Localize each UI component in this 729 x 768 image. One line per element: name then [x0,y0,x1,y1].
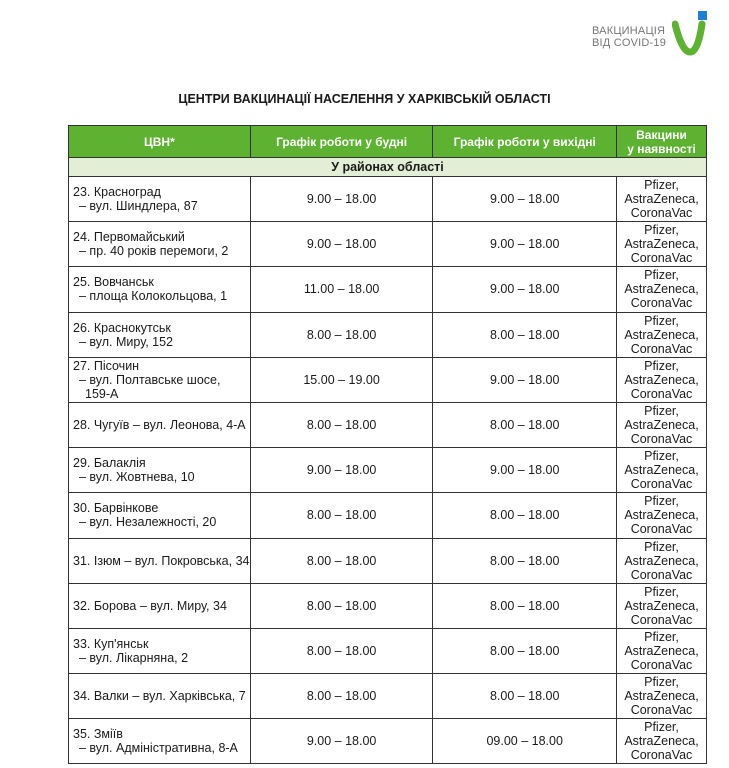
header-weekend: Графік роботи у вихідні [433,126,617,158]
table-row [69,719,707,764]
weekend-hours: 8.00 – 18.00 [433,628,617,673]
logo-line1: ВАКЦИНАЦІЯ [592,25,666,37]
weekend-hours: 9.00 – 18.00 [433,357,617,402]
header-weekdays: Графік роботи у будні [250,126,433,158]
center-name: 35. Зміїв – вул. Адміністративна, 8-А [69,719,251,764]
weekend-hours: 8.00 – 18.00 [433,402,617,447]
center-name: 32. Борова – вул. Миру, 34 [69,583,251,628]
weekday-hours: 11.00 – 18.00 [250,267,433,312]
center-name: 27. Пісочин – вул. Полтавське шосе, 159-А [69,357,251,402]
center-name: 23. Красноград – вул. Шиндлера, 87 [69,177,251,222]
center-name: 29. Балаклія – вул. Жовтнева, 10 [69,448,251,493]
vaccines-list: Pfizer, AstraZeneca, CoronaVac [617,177,707,222]
vaccines-list: Pfizer, AstraZeneca, CoronaVac [617,312,707,357]
table-row [69,312,707,357]
vaccines-list: Pfizer, AstraZeneca, CoronaVac [617,448,707,493]
weekend-hours: 9.00 – 18.00 [433,448,617,493]
weekend-hours: 8.00 – 18.00 [433,312,617,357]
vaccines-list: Pfizer, AstraZeneca, CoronaVac [617,674,707,719]
vaccines-list: Pfizer, AstraZeneca, CoronaVac [617,538,707,583]
weekday-hours: 9.00 – 18.00 [250,719,433,764]
weekday-hours: 8.00 – 18.00 [250,583,433,628]
logo-line2: ВІД COVID-19 [592,37,667,49]
section-row: У районах області [69,158,707,177]
table-row [69,628,707,673]
weekday-hours: 8.00 – 18.00 [250,402,433,447]
vaccines-list: Pfizer, AstraZeneca, CoronaVac [617,222,707,267]
vaccines-list: Pfizer, AstraZeneca, CoronaVac [617,357,707,402]
weekday-hours: 8.00 – 18.00 [250,312,433,357]
weekend-hours: 8.00 – 18.00 [433,583,617,628]
page-title: ЦЕНТРИ ВАКЦИНАЦІЇ НАСЕЛЕННЯ У ХАРКІВСЬКІЙ ОБЛАСТІ [178,92,551,106]
table-row [69,357,707,402]
table-row [69,674,707,719]
table-row [69,177,707,222]
center-name: 30. Барвінкове – вул. Незалежності, 20 [69,493,251,538]
weekday-hours: 8.00 – 18.00 [250,538,433,583]
table-row [69,448,707,493]
weekend-hours: 8.00 – 18.00 [433,493,617,538]
center-name: 34. Валки – вул. Харківська, 7 [69,674,251,719]
vaccines-list: Pfizer, AstraZeneca, CoronaVac [617,583,707,628]
vaccination-logo [592,10,712,56]
vaccines-list: Pfizer, AstraZeneca, CoronaVac [617,402,707,447]
center-name: 25. Вовчанськ – площа Колокольцова, 1 [69,267,251,312]
weekday-hours: 9.00 – 18.00 [250,222,433,267]
center-name: 33. Куп'янськ – вул. Лікарняна, 2 [69,628,251,673]
weekend-hours: 8.00 – 18.00 [433,674,617,719]
weekday-hours: 8.00 – 18.00 [250,628,433,673]
vaccination-centers-table [68,125,707,764]
vaccines-list: Pfizer, AstraZeneca, CoronaVac [617,267,707,312]
weekend-hours: 9.00 – 18.00 [433,222,617,267]
table-row [69,222,707,267]
weekend-hours: 8.00 – 18.00 [433,538,617,583]
vaccines-list: Pfizer, AstraZeneca, CoronaVac [617,493,707,538]
table-row [69,493,707,538]
logo-v-icon [672,10,712,56]
vaccines-list: Pfizer, AstraZeneca, CoronaVac [617,628,707,673]
center-name: 31. Ізюм – вул. Покровська, 34 [69,538,251,583]
weekday-hours: 9.00 – 18.00 [250,448,433,493]
weekend-hours: 9.00 – 18.00 [433,177,617,222]
header-center: ЦВН* [69,126,251,158]
table-row [69,583,707,628]
weekend-hours: 09.00 – 18.00 [433,719,617,764]
center-name: 24. Первомайський – пр. 40 років перемоги, 2 [69,222,251,267]
center-name: 26. Краснокутськ – вул. Миру, 152 [69,312,251,357]
weekday-hours: 8.00 – 18.00 [250,674,433,719]
weekday-hours: 15.00 – 19.00 [250,357,433,402]
header-vaccines: Вакцини у наявності [617,126,707,158]
table-row [69,402,707,447]
table-row [69,267,707,312]
weekend-hours: 9.00 – 18.00 [433,267,617,312]
weekday-hours: 8.00 – 18.00 [250,493,433,538]
center-name: 28. Чугуїв – вул. Леонова, 4-А [69,402,251,447]
vaccines-list: Pfizer, AstraZeneca, CoronaVac [617,719,707,764]
weekday-hours: 9.00 – 18.00 [250,177,433,222]
table-row [69,538,707,583]
